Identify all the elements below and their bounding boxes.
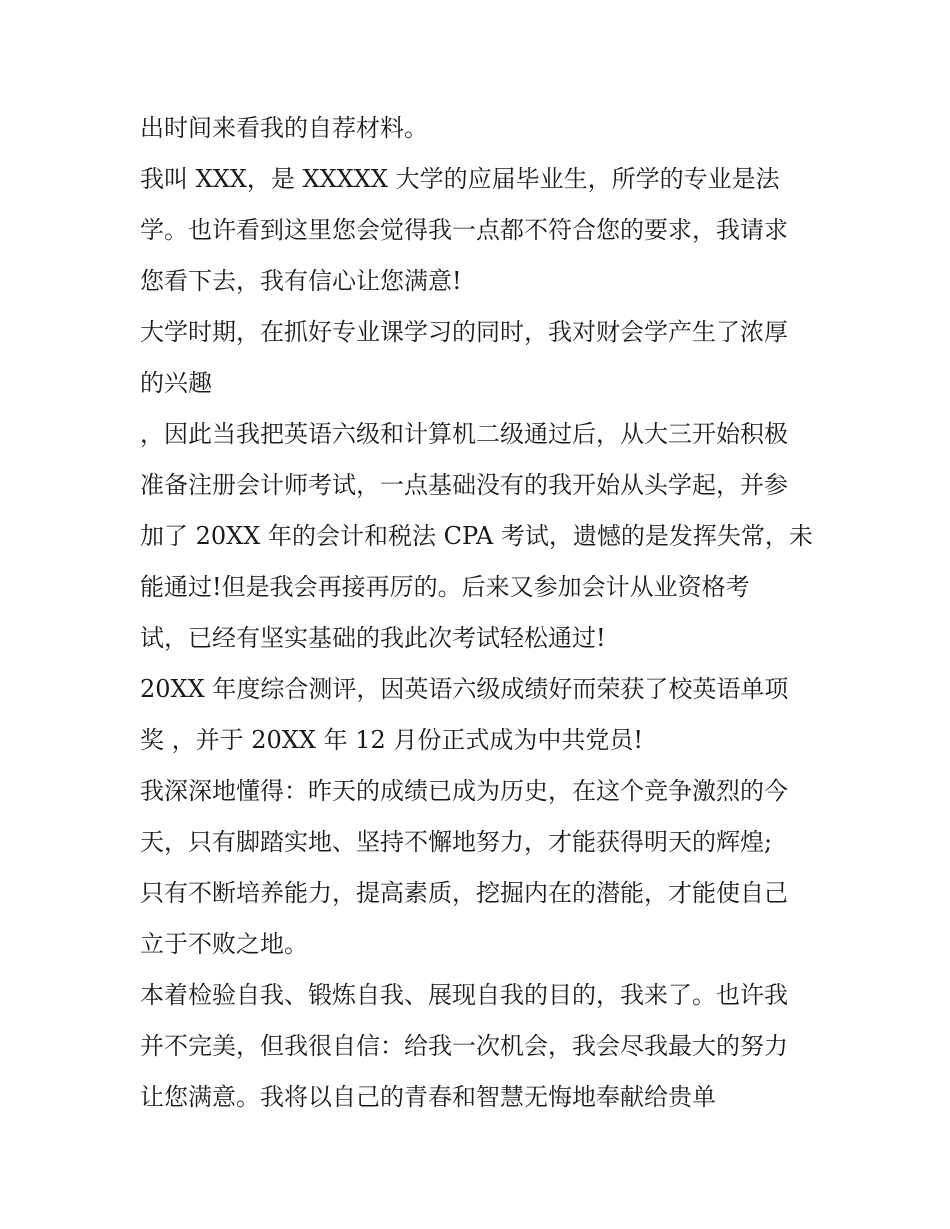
text-line: 20XX 年度综合测评，因英语六级成绩好而荣获了校英语单项 — [140, 675, 789, 703]
text-line: 准备注册会计师考试，一点基础没有的我开始从头学起，并参 — [140, 471, 788, 499]
text-line: 我叫 XXX，是 XXXXX 大学的应届毕业生，所学的专业是法 — [140, 165, 780, 193]
text-line: ，因此当我把英语六级和计算机二级通过后，从大三开始积极 — [140, 420, 788, 448]
text-line: 立于不败之地。 — [140, 930, 308, 958]
text-line: 我深深地懂得：昨天的成绩已成为历史，在这个竞争激烈的今 — [140, 777, 788, 805]
text-line: 加了 20XX 年的会计和税法 CPA 考试，遗憾的是发挥失常，未 — [140, 522, 813, 550]
text-line: 让您满意。我将以自己的青春和智慧无悔地奉献给贵单 — [140, 1083, 716, 1111]
text-line: 您看下去，我有信心让您满意! — [140, 267, 462, 295]
text-line: 奖 ，并于 20XX 年 12 月份正式成为中共党员! — [140, 726, 644, 754]
text-line: 能通过!但是我会再接再厉的。后来又参加会计从业资格考 — [140, 573, 750, 601]
text-line: 出时间来看我的自荐材料。 — [140, 114, 428, 142]
text-line: 的兴趣 — [140, 369, 212, 397]
text-line: 只有不断培养能力，提高素质，挖掘内在的潜能，才能使自己 — [140, 879, 788, 907]
text-line: 试，已经有坚实基础的我此次考试轻松通过! — [140, 624, 606, 652]
text-line: 并不完美，但我很自信：给我一次机会，我会尽我最大的努力 — [140, 1032, 788, 1060]
text-line: 本着检验自我、锻炼自我、展现自我的目的，我来了。也许我 — [140, 981, 788, 1009]
text-line: 天，只有脚踏实地、坚持不懈地努力，才能获得明天的辉煌; — [140, 828, 773, 856]
text-line: 大学时期，在抓好专业课学习的同时，我对财会学产生了浓厚 — [140, 318, 788, 346]
text-line: 学。也许看到这里您会觉得我一点都不符合您的要求，我请求 — [140, 216, 788, 244]
